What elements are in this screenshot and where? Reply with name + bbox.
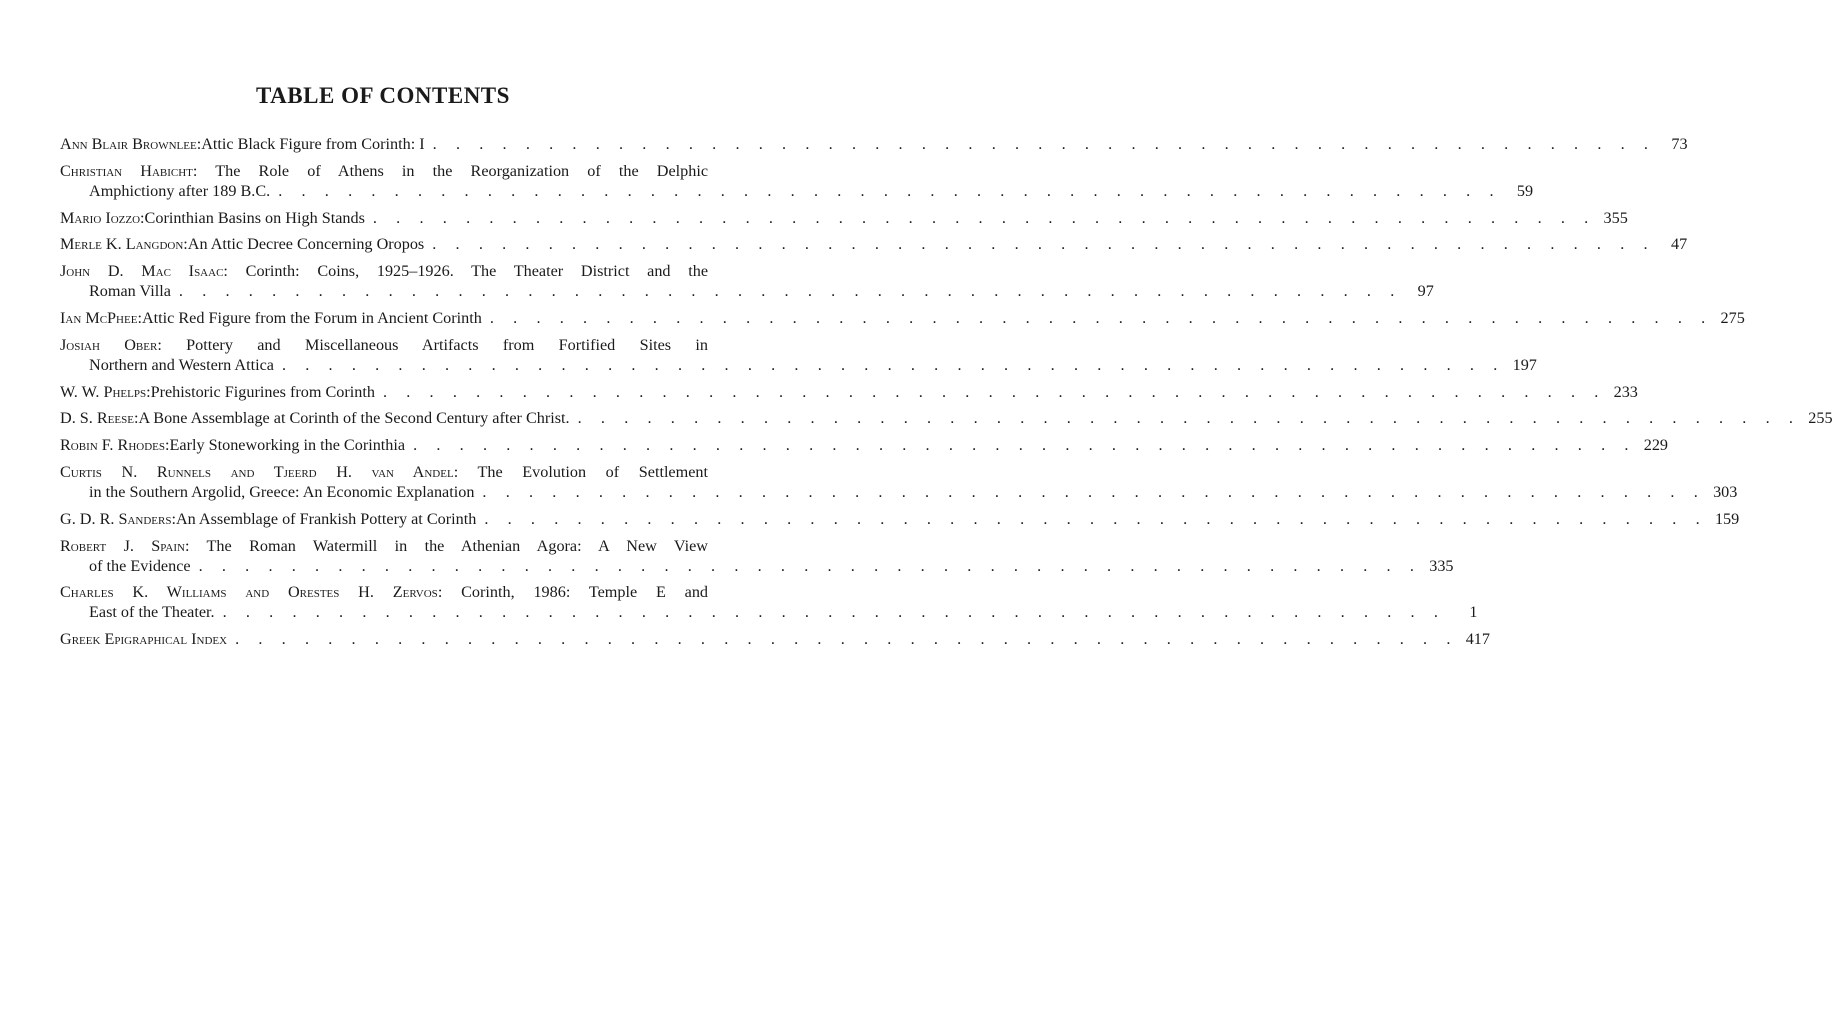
entry-title: Corinthian Basins on High Stands <box>144 208 365 227</box>
page-number: 159 <box>1714 509 1740 528</box>
entry-author: Merle K. Langdon <box>60 235 184 254</box>
dot-leader: . . . . . . . . . . . . . . . . . . . . . . . . . . . . . . . . . . . . . . . . . . . . . . . . . . . . . <box>577 409 1801 428</box>
dot-leader: . . . . . . . . . . . . . . . . . . . . . . . . . . . . . . . . . . . . . . . . . . . . . . . . . . . . . <box>178 282 1402 301</box>
entry-title: Attic Black Figure from Corinth: I <box>201 135 425 153</box>
dot-leader: . . . . . . . . . . . . . . . . . . . . . . . . . . . . . . . . . . . . . . . . . . . . . . . . . . . . . <box>413 436 1637 455</box>
dot-leader: . . . . . . . . . . . . . . . . . . . . . . . . . . . . . . . . . . . . . . . . . . . . . . . . . . . . . <box>382 382 1606 401</box>
entry-separator: : <box>192 161 216 180</box>
entry-separator: : <box>140 208 145 227</box>
page-number: 73 <box>1671 135 1688 153</box>
entry-separator: : <box>171 509 176 528</box>
toc-entry <box>60 134 1688 154</box>
entry-author: Curtis N. Runnels and Tjeerd H. van Andel <box>60 462 454 481</box>
entry-author: W. W. Phelps <box>60 382 147 401</box>
entry-author: Ann Blair Brownlee <box>60 135 197 153</box>
entry-author: Mario Iozzo <box>60 208 141 227</box>
dot-leader: . . . . . . . . . . . . . . . . . . . . . . . . . . . . . . . . . . . . . . . . . . . . . . . . . . . . . <box>222 603 1446 622</box>
entry-author: Robin F. Rhodes <box>60 436 165 455</box>
entry-author: G. D. R. Sanders <box>60 509 172 528</box>
page-number: 417 <box>1465 630 1490 649</box>
toc-entry <box>60 582 1478 622</box>
entry-separator: : <box>137 308 142 327</box>
entry-index-title: Greek Epigraphical Index <box>60 630 228 649</box>
page-number: 197 <box>1512 355 1537 374</box>
dot-leader: . . . . . . . . . . . . . . . . . . . . . . . . . . . . . . . . . . . . . . . . . . . . . . . . . . . . . <box>484 509 1708 528</box>
toc-entry <box>60 382 1638 402</box>
page-number: 303 <box>1713 482 1738 501</box>
page-number: 255 <box>1808 409 1833 428</box>
toc-entry <box>60 161 1534 201</box>
entry-title: The Evolution of Settlement <box>477 462 708 481</box>
dot-leader: . . . . . . . . . . . . . . . . . . . . . . . . . . . . . . . . . . . . . . . . . . . . . . . . . . . . . <box>432 135 1656 153</box>
page-number: 355 <box>1603 208 1628 227</box>
entry-title-continued: Roman Villa <box>89 282 171 301</box>
dot-leader: . . . . . . . . . . . . . . . . . . . . . . . . . . . . . . . . . . . . . . . . . . . . . . . . . . . . . <box>482 482 1706 501</box>
entry-separator: : <box>183 235 188 254</box>
entry-title-continued: in the Southern Argolid, Greece: An Economic Explanation <box>89 482 475 501</box>
entry-author: Charles K. Williams and Orestes H. Zervos <box>60 583 438 602</box>
entry-separator: : <box>165 436 170 455</box>
entry-author: Ian McPhee <box>60 308 138 327</box>
dot-leader: . . . . . . . . . . . . . . . . . . . . . . . . . . . . . . . . . . . . . . . . . . . . . . . . . . . . . <box>281 355 1505 374</box>
page-number: 1 <box>1469 603 1478 622</box>
dot-leader: . . . . . . . . . . . . . . . . . . . . . . . . . . . . . . . . . . . . . . . . . . . . . . . . . . . . . <box>489 308 1713 327</box>
toc-entry <box>60 435 1669 455</box>
page-number: 275 <box>1720 308 1745 327</box>
entry-title-continued: of the Evidence <box>89 556 191 575</box>
entry-separator: : <box>146 382 151 401</box>
toc-entry <box>60 462 1738 502</box>
entry-author: D. S. Reese <box>60 409 134 428</box>
page-number: 97 <box>1417 282 1434 301</box>
dot-leader: . . . . . . . . . . . . . . . . . . . . . . . . . . . . . . . . . . . . . . . . . . . . . . . . . . . . . <box>278 181 1502 200</box>
entry-title: Corinth, 1986: Temple E and <box>461 583 709 602</box>
entry-author: Christian Habicht <box>60 161 193 180</box>
entry-title-continued: East of the Theater. <box>89 603 215 622</box>
entry-separator: : <box>437 583 462 602</box>
toc-entry <box>60 509 1740 529</box>
page-number: 229 <box>1643 436 1669 455</box>
dot-leader: . . . . . . . . . . . . . . . . . . . . . . . . . . . . . . . . . . . . . . . . . . . . . . . . . . . . . <box>372 208 1596 227</box>
entry-title: Early Stoneworking in the Corinthia <box>169 436 406 455</box>
table-of-contents <box>60 134 1833 656</box>
entry-separator: : <box>133 409 139 428</box>
entry-title: Corinth: Coins, 1925–1926. The Theater District and the <box>245 262 709 281</box>
entry-title: The Role of Athens in the Reorganization of the Delphic <box>215 161 709 180</box>
toc-entry <box>60 536 1454 576</box>
entry-author: John D. Mac Isaac <box>60 262 224 281</box>
page-number: 47 <box>1670 235 1688 254</box>
toc-entry <box>60 234 1688 254</box>
toc-entry <box>60 408 1833 428</box>
page-title: TABLE OF CONTENTS <box>256 83 510 109</box>
page-number: 59 <box>1516 181 1534 200</box>
entry-title: Attic Red Figure from the Forum in Ancient Corinth <box>141 308 482 327</box>
dot-leader: . . . . . . . . . . . . . . . . . . . . . . . . . . . . . . . . . . . . . . . . . . . . . . . . . . . . . <box>198 556 1422 575</box>
entry-title: The Roman Watermill in the Athenian Agora: A New View <box>206 536 708 555</box>
entry-title: An Assemblage of Frankish Pottery at Corinth <box>175 509 477 528</box>
entry-title-continued: Amphictiony after 189 B.C. <box>89 181 271 200</box>
toc-entry <box>60 208 1628 228</box>
entry-separator: : <box>157 335 187 354</box>
entry-author: Josiah Ober <box>60 335 158 354</box>
entry-title-continued: Northern and Western Attica <box>89 355 274 374</box>
dot-leader: . . . . . . . . . . . . . . . . . . . . . . . . . . . . . . . . . . . . . . . . . . . . . . . . . . . . . <box>432 235 1656 254</box>
entry-separator: : <box>196 135 202 153</box>
entry-author: Robert J. Spain <box>60 536 185 555</box>
entry-title: A Bone Assemblage at Corinth of the Second Century after Christ. <box>138 409 570 428</box>
toc-entry <box>60 308 1745 328</box>
toc-entry-index <box>60 629 1490 649</box>
entry-separator: : <box>453 462 478 481</box>
entry-separator: : <box>223 262 246 281</box>
entry-separator: : <box>184 536 207 555</box>
entry-title: Prehistoric Figurines from Corinth <box>150 382 375 401</box>
entry-title: An Attic Decree Concerning Oropos <box>187 235 425 254</box>
page-number: 335 <box>1429 556 1454 575</box>
toc-entry <box>60 335 1537 375</box>
page-number: 233 <box>1613 382 1638 401</box>
toc-entry <box>60 261 1434 301</box>
dot-leader: . . . . . . . . . . . . . . . . . . . . . . . . . . . . . . . . . . . . . . . . . . . . . . . . . . . . . <box>235 630 1458 649</box>
entry-title: Pottery and Miscellaneous Artifacts from Fortified Sites in <box>186 335 708 354</box>
